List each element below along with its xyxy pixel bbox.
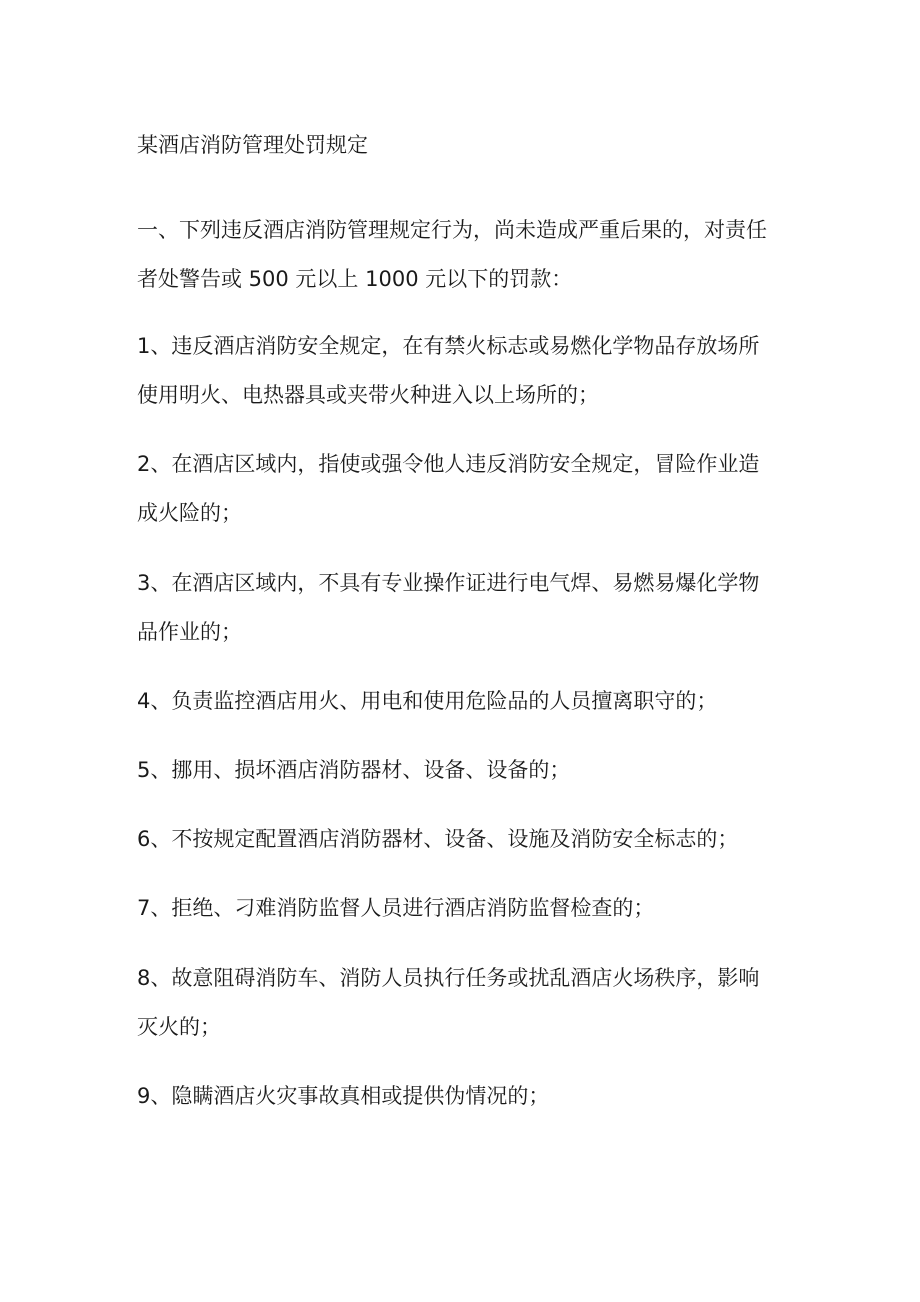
list-item-text: 9、隐瞒酒店火灾事故真相或提供伪情况的； <box>137 1084 550 1108</box>
list-item-4 <box>137 677 797 726</box>
list-item-text: 灭火的； <box>137 1015 221 1039</box>
list-item-8 <box>137 954 797 1052</box>
list-item-text: 2、在酒店区域内，指使或强令他人违反消防安全规定，冒险作业造 <box>137 452 760 476</box>
list-item-2 <box>137 440 797 538</box>
list-item-6 <box>137 815 797 864</box>
list-item-1 <box>137 322 797 420</box>
list-item-text: 品作业的； <box>137 620 242 644</box>
list-item-text: 3、在酒店区域内，不具有专业操作证进行电气焊、易燃易爆化学物 <box>137 571 760 595</box>
document-title: 某酒店消防管理处罚规定 <box>137 133 368 157</box>
list-item-text: 7、拒绝、刁难消防监督人员进行酒店消防监督检查的； <box>137 896 655 920</box>
list-item-3 <box>137 559 797 657</box>
list-item-9 <box>137 1072 797 1121</box>
list-item-text: 1、违反酒店消防安全规定，在有禁火标志或易燃化学物品存放场所 <box>137 334 760 358</box>
list-item-text: 4、负责监控酒店用火、用电和使用危险品的人员擅离职守的； <box>137 689 718 713</box>
list-item-7 <box>137 884 797 933</box>
intro-line-2: 者处警告或 500 元以上 1000 元以下的罚款： <box>137 267 573 291</box>
list-item-5 <box>137 746 797 795</box>
list-item-text: 成火险的； <box>137 501 242 525</box>
list-item-text: 使用明火、电热器具或夹带火种进入以上场所的； <box>137 383 599 407</box>
intro-paragraph <box>137 206 797 304</box>
list-item-text: 5、挪用、损坏酒店消防器材、设备、设备的； <box>137 758 571 782</box>
list-item-text: 6、不按规定配置酒店消防器材、设备、设施及消防安全标志的； <box>137 827 739 851</box>
list-item-text: 8、故意阻碍消防车、消防人员执行任务或扰乱酒店火场秩序，影响 <box>137 966 760 990</box>
intro-line-1: 一、下列违反酒店消防管理规定行为，尚未造成严重后果的，对责任 <box>137 218 767 242</box>
